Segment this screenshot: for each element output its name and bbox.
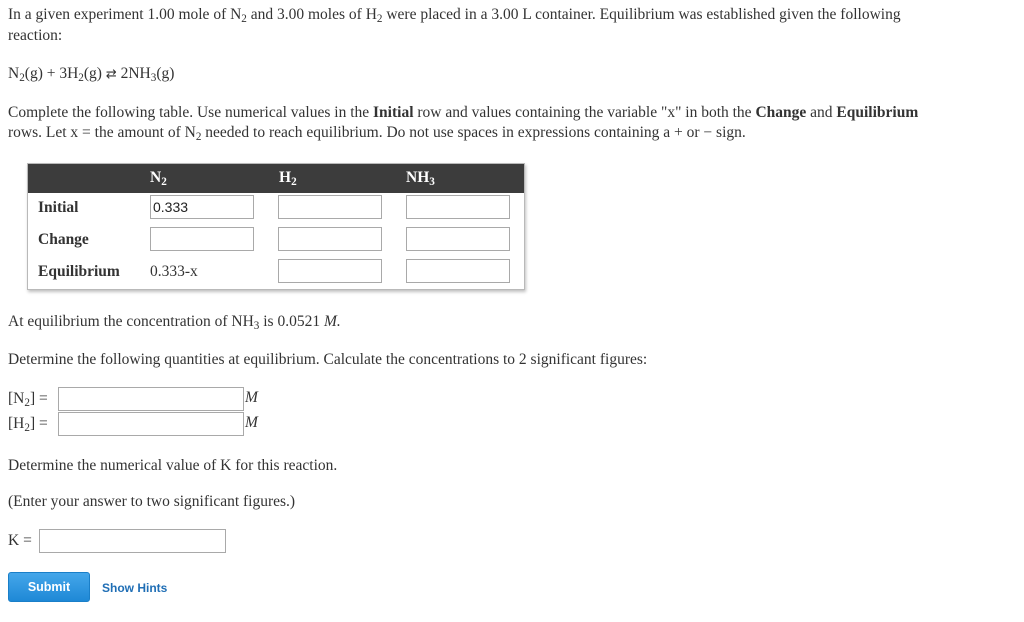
label-text: ] =: [29, 390, 48, 407]
instructions-line-2: [8, 123, 746, 143]
instructions-line-1: [8, 103, 918, 123]
equilibrium-h2-input[interactable]: [278, 259, 382, 283]
n2-unit: M: [245, 389, 258, 406]
equilibrium-arrow-icon: ⇄: [105, 67, 117, 82]
equilibrium-statement: [8, 312, 341, 332]
reaction-n2: N: [8, 65, 20, 82]
n2-concentration-input[interactable]: [58, 387, 244, 411]
row-label-change: Change: [38, 231, 89, 248]
instr-text: row and values containing the variable "x" in both the: [413, 104, 756, 121]
change-nh3-input[interactable]: [406, 227, 510, 251]
row-label-initial: Initial: [38, 199, 79, 216]
initial-h2-input[interactable]: [278, 195, 382, 219]
subscript: 2: [24, 397, 30, 410]
intro-line-2: reaction:: [8, 27, 63, 44]
row-label-equilibrium: Equilibrium: [38, 263, 120, 280]
subscript: 2: [19, 72, 25, 85]
intro-line-1: [8, 5, 901, 25]
state: (g): [24, 65, 43, 82]
determine-instructions: Determine the following quantities at equilibrium. Calculate the concentrations to 2 significant figures:: [8, 351, 648, 368]
col-header-text: N: [150, 169, 162, 186]
equilibrium-n2-value: 0.333-x: [150, 263, 198, 280]
subscript: 2: [291, 176, 297, 189]
intro-text-b: and 3.00 moles of H: [246, 6, 377, 23]
instr-text: needed to reach equilibrium. Do not use spaces in expressions containing a + or − sign.: [201, 124, 746, 141]
subscript: 3: [253, 320, 260, 333]
equilibrium-nh3-input[interactable]: [406, 259, 510, 283]
subscript: 3: [150, 72, 157, 85]
statement-unit: M.: [323, 313, 341, 330]
instr-bold-initial: Initial: [373, 104, 414, 121]
reaction-equation: [8, 64, 174, 85]
change-n2-input[interactable]: [150, 227, 254, 251]
statement-text: is 0.0521: [259, 313, 324, 330]
show-hints-link[interactable]: Show Hints: [102, 581, 168, 595]
subscript: 2: [376, 13, 383, 26]
h2-answer-label: [8, 414, 48, 434]
intro-text-a: In a given experiment 1.00 mole of N: [8, 6, 242, 23]
col-header-text: H: [279, 169, 292, 186]
reaction-nh3: 2NH: [116, 65, 151, 82]
instr-text: Complete the following table. Use numerical values in the: [8, 104, 374, 121]
h2-concentration-input[interactable]: [58, 412, 244, 436]
change-h2-input[interactable]: [278, 227, 382, 251]
subscript: 2: [195, 131, 202, 144]
col-header-n2: [150, 169, 167, 187]
k-value-input[interactable]: [39, 529, 226, 553]
reaction-h2: + 3H: [42, 65, 79, 82]
subscript: 2: [78, 72, 84, 85]
k-label: K =: [8, 532, 32, 549]
label-text: [N: [8, 390, 25, 407]
h2-unit: M: [245, 414, 258, 431]
table-header: [28, 164, 524, 193]
col-header-h2: [279, 169, 297, 187]
subscript: 2: [241, 13, 247, 26]
label-text: [H: [8, 415, 25, 432]
subscript: 3: [429, 176, 435, 189]
ice-table: [27, 163, 525, 290]
k-instructions: Determine the numerical value of K for this reaction.: [8, 457, 338, 474]
col-header-nh3: [406, 169, 435, 187]
instr-text: and: [806, 104, 837, 121]
k-sigfig-note: (Enter your answer to two significant figures.): [8, 493, 296, 510]
col-header-text: NH: [406, 169, 430, 186]
initial-n2-input[interactable]: [150, 195, 254, 219]
subscript: 2: [24, 422, 30, 435]
subscript: 2: [161, 176, 167, 189]
instr-bold-change: Change: [755, 104, 807, 121]
state: (g): [156, 65, 175, 82]
instr-text: rows. Let x = the amount of N: [8, 124, 196, 141]
initial-nh3-input[interactable]: [406, 195, 510, 219]
n2-answer-label: [8, 389, 48, 409]
intro-text-c: were placed in a 3.00 L container. Equilibrium was established given the following: [382, 6, 901, 23]
label-text: ] =: [29, 415, 48, 432]
instr-bold-equilibrium: Equilibrium: [836, 104, 919, 121]
submit-button[interactable]: Submit: [8, 572, 90, 602]
statement-text: At equilibrium the concentration of NH: [8, 313, 254, 330]
state: (g): [83, 65, 102, 82]
